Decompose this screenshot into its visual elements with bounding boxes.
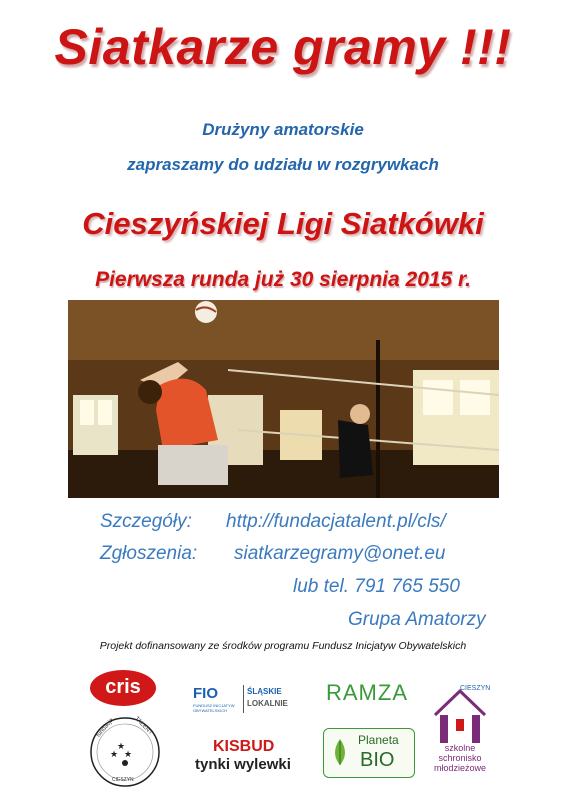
- fio-logo-subtext: FUNDUSZ INICJATYW OBYWATELSKICH: [193, 703, 235, 713]
- schronisko-line3: młodzieżowe: [433, 763, 487, 773]
- project-funding-note: Projekt dofinansowany ze środków programu Fundusz Inicjatyw Obywatelskich: [99, 640, 467, 652]
- svg-text:★: ★: [124, 749, 133, 759]
- cris-logo-text: cris: [105, 676, 141, 698]
- fio-logo-text: FIO: [193, 685, 218, 702]
- lokalnie-text: LOKALNIE: [247, 699, 288, 708]
- phone-number: lub tel. 791 765 550: [293, 576, 460, 597]
- details-label: Szczegóły:: [100, 511, 192, 532]
- cieszyn-text: CIESZYN: [460, 685, 491, 692]
- planeta-bio-logo: [323, 728, 415, 778]
- details-link[interactable]: http://fundacjatalent.pl/cls/: [226, 511, 446, 532]
- first-round-date: Pierwsza runda już 30 sierpnia 2015 r.: [95, 268, 471, 291]
- cris-logo: [90, 670, 160, 710]
- bio-text: BIO: [360, 749, 395, 771]
- ramza-logo-text: RAMZA: [326, 680, 408, 705]
- svg-text:★: ★: [110, 749, 119, 759]
- fio-logo: [193, 685, 295, 715]
- svg-text:★: ★: [117, 741, 126, 751]
- kisbud-logo: [195, 738, 301, 778]
- signup-label: Zgłoszenia:: [100, 543, 198, 564]
- planeta-text: Planeta: [358, 733, 399, 747]
- volleyball-photo: [68, 300, 499, 498]
- tynki-text: tynki wylewki: [195, 756, 291, 773]
- kisbud-text: KISBUD: [213, 738, 275, 755]
- talent-fundacja: fundacja: [95, 717, 115, 739]
- poster-title: Siatkarze gramy !!!: [54, 19, 512, 75]
- talent-logo: [88, 715, 162, 789]
- league-name: Cieszyńskiej Ligi Siatkówki: [82, 206, 484, 241]
- talent-name: TALENT: [133, 715, 154, 737]
- ramza-logo: [326, 680, 414, 710]
- talent-city: CIESZYN: [112, 777, 134, 783]
- schronisko-line1: szkolne: [444, 743, 476, 753]
- slaskie-text: ŚLĄSKIE: [247, 687, 282, 696]
- signup-email[interactable]: siatkarzegramy@onet.eu: [234, 543, 446, 564]
- schronisko-line2: schronisko: [438, 753, 482, 763]
- schronisko-logo: [430, 685, 490, 780]
- subtitle-teams: Drużyny amatorskie: [202, 120, 364, 139]
- subtitle-invite: zapraszamy do udziału w rozgrywkach: [127, 155, 439, 174]
- group-name: Grupa Amatorzy: [348, 609, 486, 630]
